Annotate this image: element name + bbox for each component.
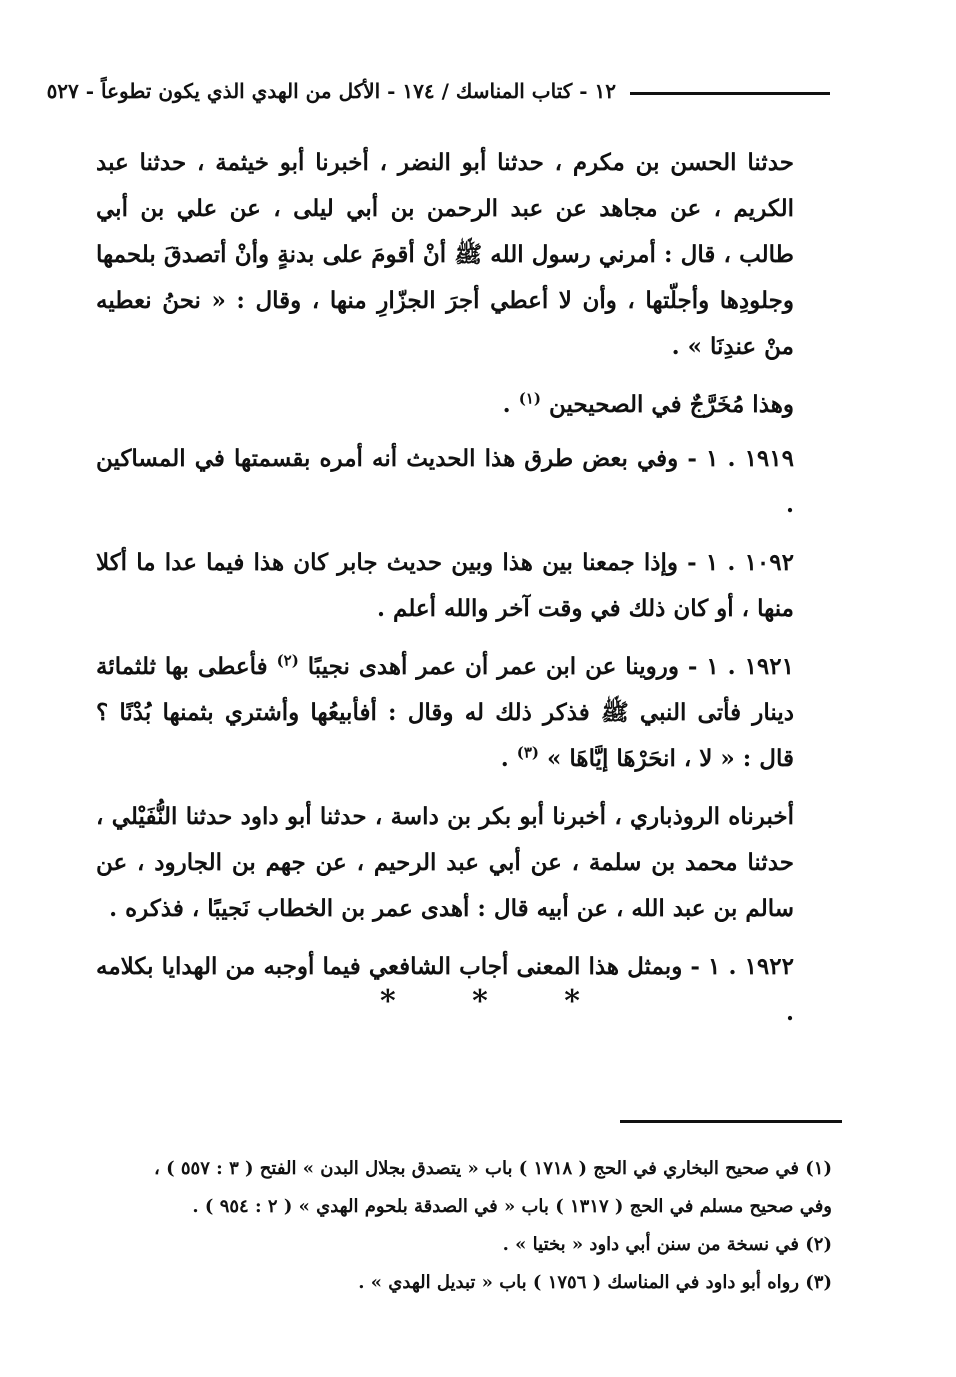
main-text (96, 140, 834, 1048)
footnote-2: (٢) في نسخة من سنن أبي داود « بختيا » . (502, 1234, 832, 1255)
paragraph-isnad: أخبرناه الروذباري ، أخبرنا أبو بكر بن داسة ، حدثنا أبو داود حدثنا النُّفَيْلي ، حدثنا محمد بن سلمة ، عن أبي عبد الرحيم ، عن جهم بن الجارود ، عن سالم بن عبد الله ، عن أبيه قال : أهدى عمر بن الخطاب نَجيبًا ، فذكره . (96, 803, 794, 922)
section-separator (380, 982, 580, 1022)
footnote-ref-3: (٣) (516, 743, 540, 762)
footnotes (96, 1150, 832, 1302)
paragraph-takhrij (96, 382, 834, 428)
paragraph-1921-part-a: ١٩٢١ . ١ - وروينا عن ابن عمر أن عمر أهدى نجيبًا (307, 653, 794, 680)
footnote-ref-1: (١) (518, 389, 541, 408)
paragraph-1921-part-b: فأعطى بها ثلثمائة دينار فأتى النبي ﷺ فذكر ذلك له وقال : أفأبيعُها وأشتري بثمنها بُدْنًا ؟ قال : « لا ، انحَرْهَا إيَّاهَا » (96, 653, 794, 772)
asterisk: * (380, 984, 396, 1019)
footnote-1: (١) في صحيح البخاري في الحج ( ١٧١٨ ) باب « يتصدق بجلال البدن » الفتح ( ٣ : ٥٥٧ ) ، (154, 1158, 832, 1179)
footnote-rule (620, 1120, 842, 1123)
footnote-ref-2: (٢) (276, 651, 299, 670)
running-header: ١٢ - كتاب المناسك / ١٧٤ - الأكل من الهدي الذي يكون تطوعاً - ٥٢٧ (46, 79, 616, 103)
paragraph-1922: ١٩٢٢ . ١ - وبمثل هذا المعنى أجاب الشافعي فيما أوجبه من الهدايا بكلامه . (96, 953, 794, 1026)
header-rule (630, 92, 830, 95)
paragraph-1921-end: . (500, 745, 517, 772)
asterisk: * (564, 984, 580, 1019)
asterisk: * (472, 984, 488, 1019)
paragraph-1921 (96, 644, 834, 782)
paragraph-1920: ١٠٩٢ . ١ - وإذا جمعنا بين هذا وبين حديث جابر كان هذا فيما عدا ما أكلا منها ، أو كان ذلك في وقت آخر والله أعلم . (96, 549, 794, 622)
paragraph-hadith-chain: حدثنا الحسن بن مكرم ، حدثنا أبو النضر ، أخبرنا أبو خيثمة ، حدثنا عبد الكريم ، عن مجاهد عن عبد الرحمن بن أبي ليلى ، عن علي بن أبي طالب ، قال : أمرني رسول الله ﷺ أنْ أقومَ على بدنةٍ وأنْ أتصدقَ بلحمها وجلودِها وأجلّتها ، وأن لا أعطي أجرَ الجزّارِ منها ، وقال : « نحنُ نعطيه منْ عندِنَا » . (96, 149, 794, 360)
paragraph-1919: ١٩١٩ . ١ - وفي بعض طرق هذا الحديث أنه أمره بقسمتها في المساكين . (96, 445, 794, 518)
takhrij-text: وهذا مُخَرَّجٌ في الصحيحين (548, 391, 794, 418)
footnote-1-continued: وفي صحيح مسلم في الحج ( ١٣١٧ ) باب « في الصدقة بلحوم الهدي » ( ٢ : ٩٥٤ ) . (192, 1196, 832, 1217)
footnote-3: (٣) رواه أبو داود في المناسك ( ١٧٥٦ ) باب « تبديل الهدي » . (358, 1272, 832, 1293)
takhrij-end: . (502, 391, 519, 418)
